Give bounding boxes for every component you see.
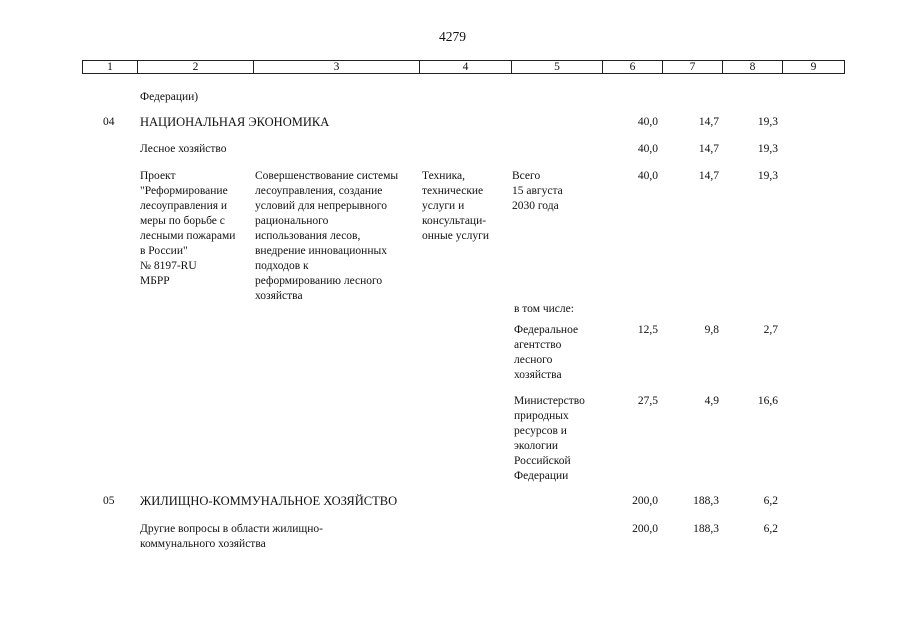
value-col-6: 40,0 — [637, 170, 658, 182]
row-name: Другие вопросы в области жилищно- коммунального хозяйства — [140, 523, 323, 550]
header-col-9: 9 — [810, 61, 817, 73]
row-name: Федерации) — [140, 91, 199, 103]
header-col-5: 5 — [512, 61, 603, 73]
page-number: 4279 — [439, 29, 466, 44]
header-col-6: 6 — [603, 61, 663, 73]
value-col-6: 40,0 — [637, 116, 658, 128]
value-col-8: 2,7 — [763, 324, 778, 336]
value-col-6: 200,0 — [632, 523, 658, 535]
value-col-6: 12,5 — [637, 324, 658, 336]
value-col-7: 14,7 — [698, 116, 719, 128]
including-label: в том числе: — [514, 303, 574, 315]
value-col-7: 9,8 — [704, 324, 719, 336]
row-name: Лесное хозяйство — [140, 143, 227, 155]
value-col-8: 6,2 — [763, 523, 778, 535]
value-col-6: 200,0 — [632, 495, 658, 507]
value-col-6: 27,5 — [637, 395, 658, 407]
project-goal: Совершенствование системы лесоуправления, создание условий для непрерывного рационального использования лесов, внедрение инновационных подходов к реформированию лесного хозяйства — [255, 170, 399, 302]
header-col-2: 2 — [138, 61, 254, 73]
value-col-8: 6,2 — [763, 495, 778, 507]
header-col-1: 1 — [83, 61, 138, 73]
value-col-7: 14,7 — [698, 170, 719, 182]
value-col-7: 14,7 — [698, 143, 719, 155]
row-code: 05 — [103, 495, 115, 507]
value-col-8: 19,3 — [757, 143, 778, 155]
project-type: Техника, технические услуги и консультаци- онные услуги — [422, 170, 489, 242]
value-col-7: 4,9 — [704, 395, 719, 407]
row-name: ЖИЛИЩНО-КОММУНАЛЬНОЕ ХОЗЯЙСТВО — [140, 494, 398, 508]
header-col-3: 3 — [254, 61, 420, 73]
project-term: Всего 15 августа 2030 года — [512, 170, 563, 212]
sub-recipient-1: Федеральное агентство лесного хозяйства — [514, 324, 579, 381]
value-col-8: 19,3 — [757, 116, 778, 128]
sub-recipient-2: Министерство природных ресурсов и экологии Российской Федерации — [514, 395, 585, 482]
project-name: Проект "Реформирование лесоуправления и меры по борьбе с лесными пожарами в России" № 8197-RU МБРР — [140, 170, 236, 287]
value-col-7: 188,3 — [693, 523, 719, 535]
row-code: 04 — [103, 116, 115, 128]
value-col-7: 188,3 — [693, 495, 719, 507]
header-col-8: 8 — [723, 61, 783, 73]
header-col-4: 4 — [420, 61, 512, 73]
table-header — [82, 60, 845, 74]
value-col-6: 40,0 — [637, 143, 658, 155]
value-col-8: 19,3 — [757, 170, 778, 182]
row-name: НАЦИОНАЛЬНАЯ ЭКОНОМИКА — [140, 115, 330, 129]
value-col-8: 16,6 — [757, 395, 778, 407]
header-col-7: 7 — [663, 61, 723, 73]
